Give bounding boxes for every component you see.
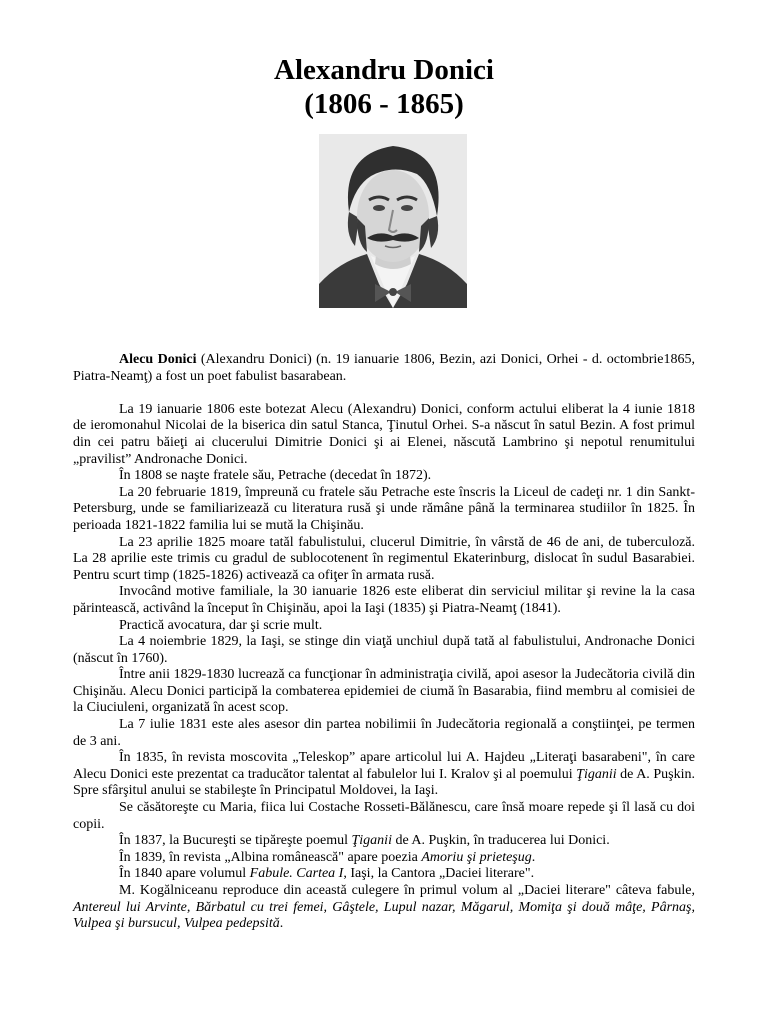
work-title: Ţiganii [576,766,617,782]
text-run: M. Kogălniceanu reproduce din această culegere în primul volum al „Daciei literare" câteva fabule, [119,883,695,898]
text-run: de A. Puşkin. Spre sfârşitul anului se stabileşte în Principatul Moldovei, la Iaşi. [73,766,695,799]
paragraph-advocacy: Practică avocatura, dar şi scrie mult. [119,617,323,633]
intro-text: (Alexandru Donici) (n. 19 ianuarie 1806, Bezin, azi Donici, Orhei - d. octombrie1865, Piatra-Neamţ) a fost un poet fabulist basarabean. [73,352,695,384]
work-title: Ţiganii [351,833,392,849]
text-run: În 1839, în revista „Albina românească" apare poezia [119,849,422,865]
portrait-engraving-icon [319,134,467,308]
paragraph-discharge: Invocând motive familiale, la 30 ianuarie 1826 este eliberat din serviciul militar şi revine la la casa părintească, activând la început în Chişinău, apoi la Iaşi (1835) şi Piatra-Neamţ (1841). [73,584,695,616]
paragraph-brother: În 1808 se naşte fratele său, Petrache (decedat în 1872). [119,468,432,484]
page-subtitle-years: (1806 - 1865) [304,88,464,120]
fable-titles: Antereul lui Arvinte, Bărbatul cu trei femei, Gâştele, Lupul nazar, Măgarul, Momiţa şi două mâţe, Pârnaş, Vulpea şi bursucul, Vulpea pedepsită [73,899,695,932]
text-run: În 1840 apare volumul [119,866,250,882]
paragraph-uncle: La 4 noiembrie 1829, la Iaşi, se stinge din viaţă unchiul după tată al fabulistului, Andronache Donici (născut în 1760). [73,634,695,666]
paragraph-1835 [73,750,695,800]
work-title: Amoriu şi prieteşug [421,849,532,865]
paragraph-assessor: La 7 iulie 1831 este ales asesor din partea nobilimii în Judecătoria regională a conştiinţei, pe termen de 3 ani. [73,717,695,749]
text-run: de A. Puşkin, în traducerea lui Donici. [391,833,610,849]
biography-text [73,352,695,933]
paragraph-father-death: La 23 aprilie 1825 moare tatăl fabulistului, clucerul Dimitrie, în vârstă de 46 de ani, de tuberculoză. La 28 aprilie este trimis cu gradul de sublocotenent în regimentul Ekaterinburg, dislocat în sudul Basarabiei. Pentru scurt timp (1825-1826) activează ca ofiţer în armata rusă. [73,534,695,583]
text-run: . [279,916,284,932]
text-run: În 1835, în revista moscovita „Teleskop” apare articolul lui A. Hajdeu „Literaţi basarabeni", în care Alecu Donici este prezentat ca traducător talentat al fabulelor lui I. Kralov şi al poemului [73,750,695,782]
text-run: . [531,849,536,865]
paragraph-1840 [73,866,695,883]
work-title: Fabule. Cartea I [249,866,344,882]
subject-name: Alecu Donici [119,352,197,367]
paragraph-1837 [73,833,695,850]
paragraph-1839 [73,850,695,867]
intro-paragraph [73,352,695,385]
paragraph-birth: La 19 ianuarie 1806 este botezat Alecu (Alexandru) Donici, conform actului eliberat la 4 iunie 1818 de ieromonahul Nicolai de la biserica din satul Stanca, Ţinutul Orhei. S-a născut în satul Bezin. A fost primul din cei patru băieţi ai clucerului Dimitrie Donici şi ai Elenei, născută Lambrino şi nepotul renumitului „pravilist” Andronache Donici. [73,401,695,467]
paragraph-kogalniceanu [73,883,695,933]
text-run: , Iaşi, la Cantora „Daciei literare". [343,866,535,882]
paragraph-cadets: La 20 februarie 1819, împreună cu fratele său Petrache este înscris la Liceul de cadeţi nr. 1 din Sankt-Petersburg, unde se familiarizează cu literatura rusă şi unde rămâne până la terminarea studiilor în 1825. În perioada 1821-1822 familia lui se mută la Chişinău. [73,484,695,533]
paragraph-marriage: Se căsătoreşte cu Maria, fiica lui Costache Rosseti-Bălănescu, care însă moare repede şi îl lasă cu doi copii. [73,800,695,832]
page-title: Alexandru Donici [274,54,494,86]
paragraph-civil-service: Între anii 1829-1830 lucrează ca funcţionar în administraţia civilă, apoi asesor la Judecătoria civilă din Chişinău. Alecu Donici participă la combaterea epidemiei de ciumă în Basarabia, fiind membru al comisiei de la Ciuciuleni, organizată în acest scop. [73,667,695,716]
text-run: În 1837, la Bucureşti se tipăreşte poemul [119,833,352,849]
